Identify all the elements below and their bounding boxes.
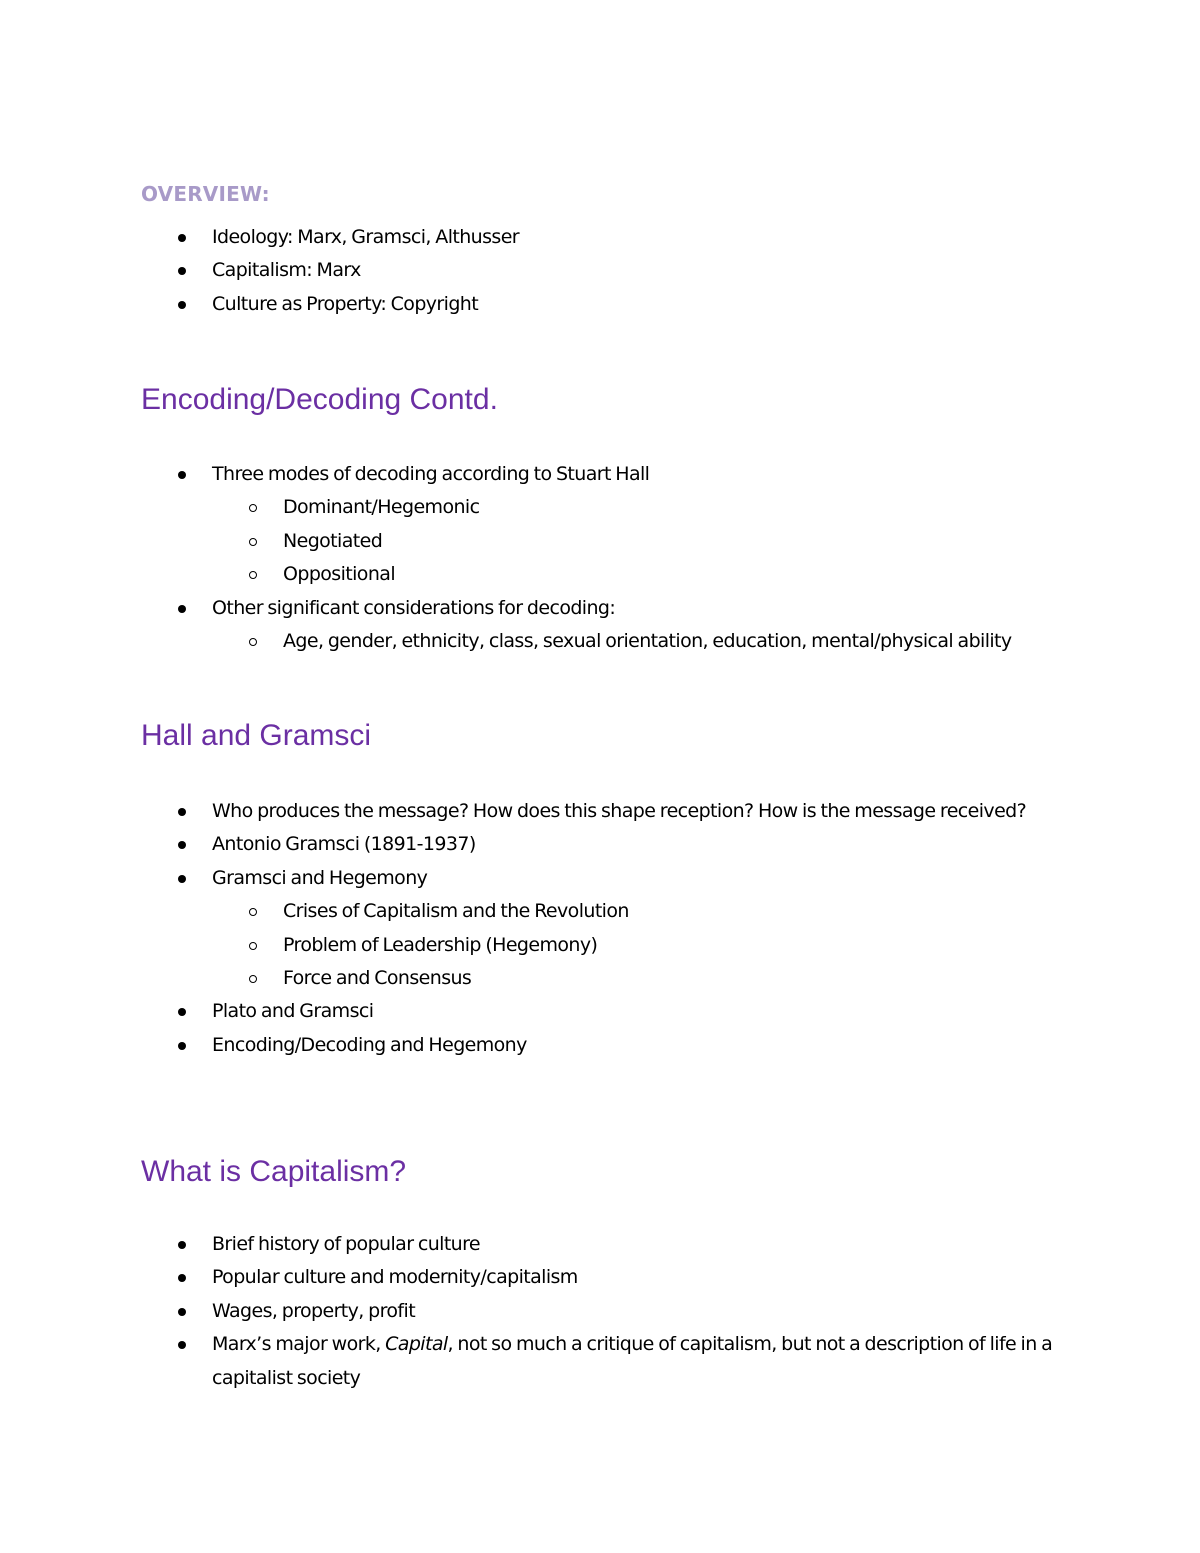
- list-item-capital: [0, 1328, 1072, 1395]
- list-item: Antonio Gramsci (1891-1937): [0, 828, 1072, 861]
- list-item: Who produces the message? How does this shape reception? How is the message received?: [0, 795, 1072, 828]
- capital-text-after: , not so much a critique of capitalism, but not a description of life in a capitalist society: [212, 1333, 1053, 1389]
- sub-list-item: Negotiated: [0, 525, 1043, 558]
- list-item: Other significant considerations for decoding:: [0, 592, 1072, 625]
- overview-heading: OVERVIEW:: [141, 182, 270, 206]
- capital-title-italic: Capital: [385, 1333, 448, 1356]
- sub-list-item: Oppositional: [0, 558, 1043, 591]
- list-item: Wages, property, profit: [0, 1295, 1072, 1328]
- sub-list-item: Problem of Leadership (Hegemony): [0, 929, 1043, 962]
- list-item: Plato and Gramsci: [0, 995, 1072, 1028]
- section-heading-hall: Hall and Gramsci: [141, 719, 372, 752]
- list-item: Capitalism: Marx: [0, 254, 1072, 287]
- list-item: Gramsci and Hegemony: [0, 862, 1072, 895]
- list-item: Brief history of popular culture: [0, 1228, 1072, 1261]
- sub-list-item: Age, gender, ethnicity, class, sexual orientation, education, mental/physical ability: [0, 625, 1043, 658]
- sub-list-item: Force and Consensus: [0, 962, 1043, 995]
- hall-list: [0, 795, 1100, 1062]
- section-heading-encoding: Encoding/Decoding Contd.: [141, 383, 498, 416]
- section-heading-capitalism: What is Capitalism?: [141, 1155, 407, 1188]
- list-item: Culture as Property: Copyright: [0, 288, 1072, 321]
- list-item: Three modes of decoding according to Stuart Hall: [0, 458, 1072, 491]
- sub-list-item: Crises of Capitalism and the Revolution: [0, 895, 1043, 928]
- list-item: Encoding/Decoding and Hegemony: [0, 1029, 1072, 1062]
- list-item: Ideology: Marx, Gramsci, Althusser: [0, 221, 1072, 254]
- sub-list-item: Dominant/Hegemonic: [0, 491, 1043, 524]
- list-item: Popular culture and modernity/capitalism: [0, 1261, 1072, 1294]
- capitalism-list: [0, 1228, 1100, 1395]
- overview-list: [0, 221, 1100, 321]
- capital-text-before: Marx’s major work,: [212, 1333, 386, 1356]
- encoding-list: [0, 458, 1100, 658]
